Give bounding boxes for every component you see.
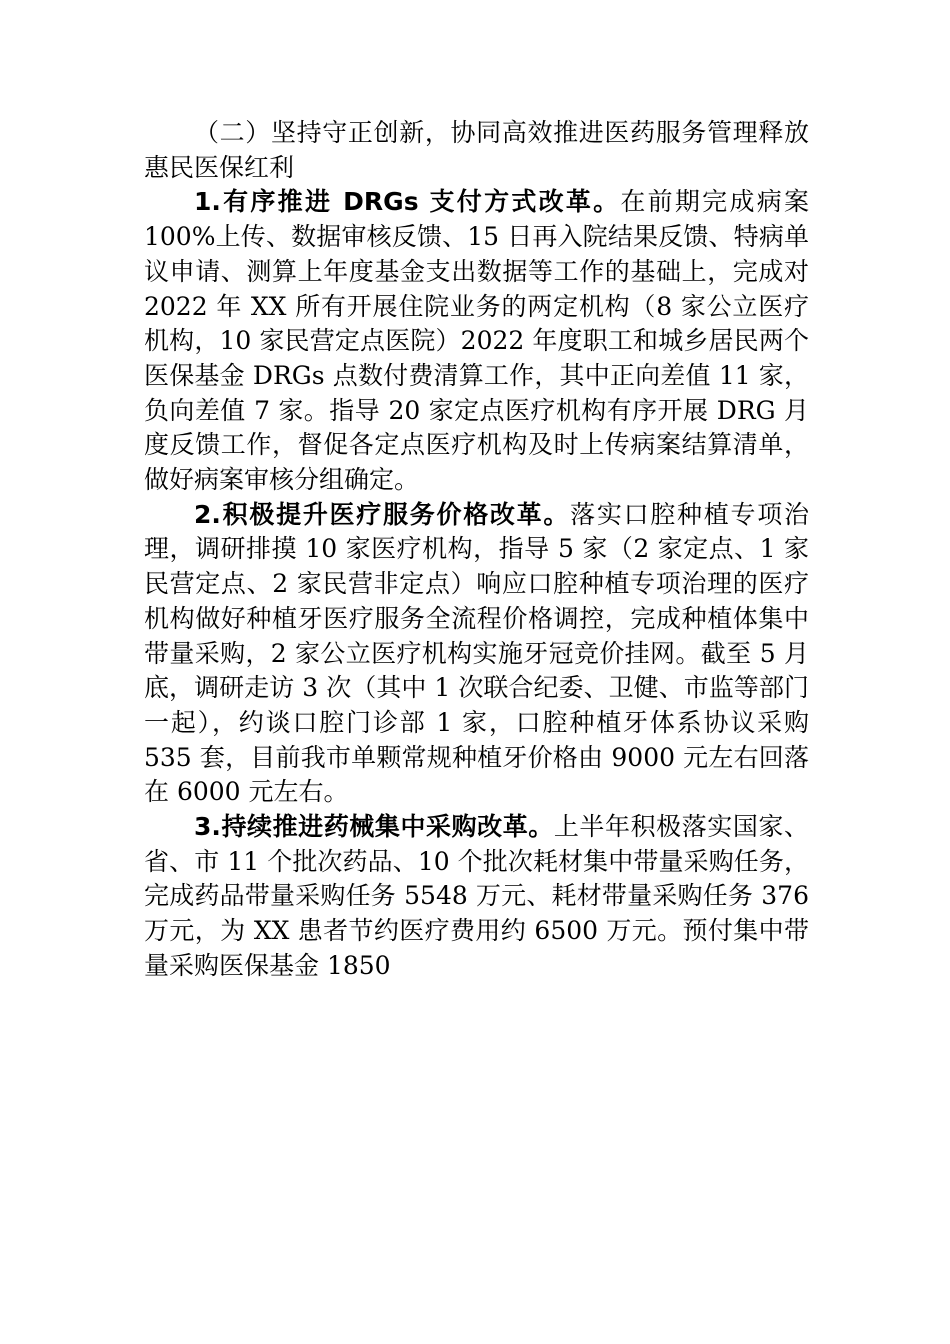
paragraph-body: 落实口腔种植专项治理，调研排摸 10 家医疗机构，指导 5 家（2 家定点、1 家民营定点、2 家民营非定点）响应口腔种植专项治理的医疗机构做好种植牙医疗服务全流程价格调控，完成种植体集中带量采购，2 家公立医疗机构实施牙冠竞价挂网。截至 5 月底，调研走访 3 次（其中 1 次联合纪委、卫健、市监等部门一起），约谈口腔门诊部 1 家，口腔种植牙体系协议采购535 套，目前我市单颗常规种植牙价格由 9000 元左右回落在 6000 元左右。 <box>144 499 809 807</box>
paragraph-drgs-reform <box>144 185 809 497</box>
section-heading: （二）坚持守正创新，协同高效推进医药服务管理释放惠民医保红利 <box>144 118 809 182</box>
paragraph-body: 上半年积极落实国家、省、市 11 个批次药品、10 个批次耗材集中带量采购任务，完成药品带量采购任务 5548 万元、耗材带量采购任务 376万元，为 XX 患者节约医疗费用约 6500 万元。预付集中带量采购医保基金 1850 <box>144 812 809 980</box>
paragraph-procurement-reform <box>144 810 809 984</box>
paragraph-lead: 1.有序推进 DRGs 支付方式改革。 <box>194 187 621 217</box>
document-page <box>144 116 809 984</box>
paragraph-lead: 2.积极提升医疗服务价格改革。 <box>194 499 571 529</box>
paragraph-price-reform <box>144 498 809 810</box>
paragraph-lead: 3.持续推进药械集中采购改革。 <box>194 812 554 842</box>
paragraph-body: 在前期完成病案100%上传、数据审核反馈、15 日再入院结果反馈、特病单议申请、测算上年度基金支出数据等工作的基础上，完成对 2022 年 XX 所有开展住院业务的两定机构（8 家公立医疗机构，10 家民营定点医院）2022 年度职工和城乡居民两个医保基金 DRGs 点数付费清算工作，其中正向差值 11 家，负向差值 7 家。指导 20 家定点医疗机构有序开展 DRG 月度反馈工作，督促各定点医疗机构及时上传病案结算清单，做好病案审核分组确定。 <box>144 187 809 495</box>
